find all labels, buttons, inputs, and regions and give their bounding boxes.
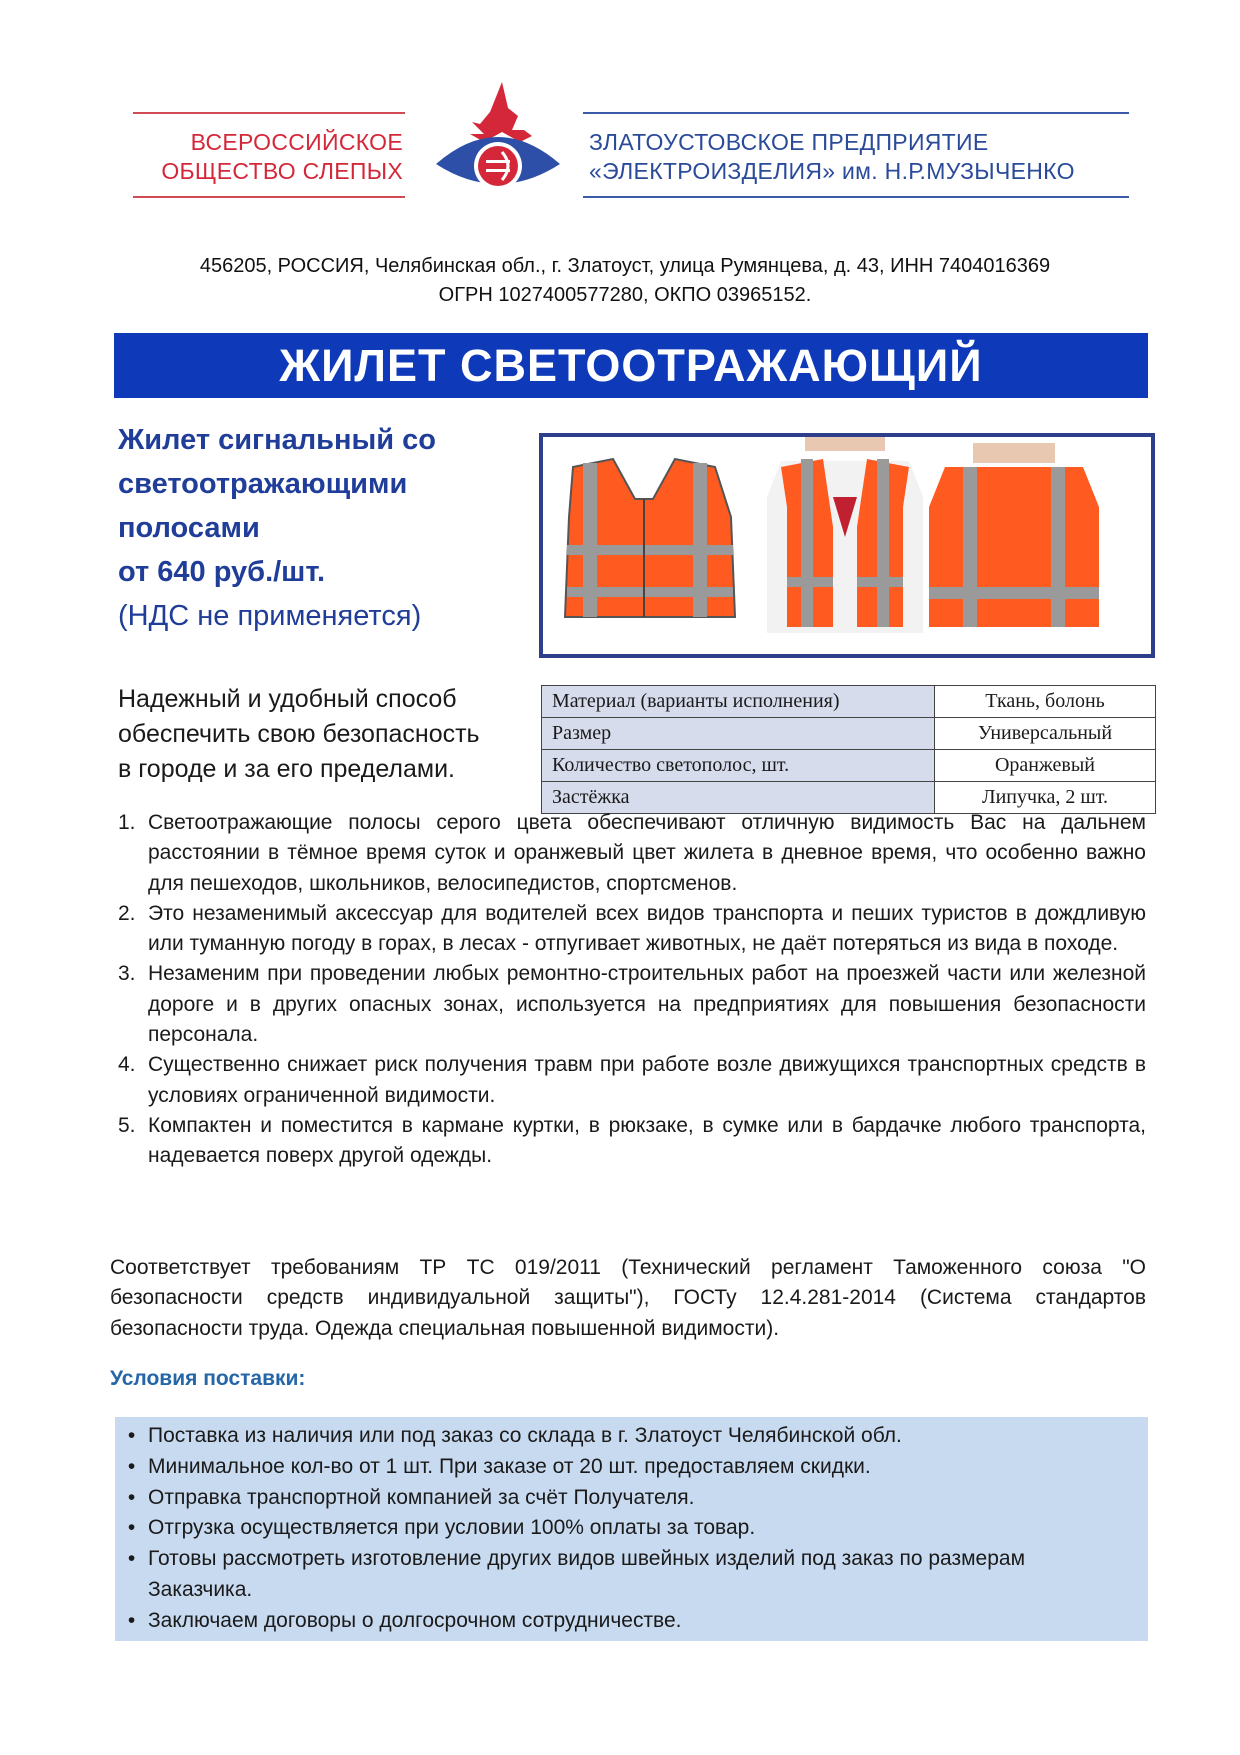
spec-value: Липучка, 2 шт. xyxy=(935,782,1156,814)
address-line-2: ОГРН 1027400577280, ОКПО 03965152. xyxy=(438,284,812,306)
intro-line-1: Жилет сигнальный со xyxy=(118,424,437,456)
spec-value: Оранжевый xyxy=(935,750,1156,782)
delivery-heading: Условия поставки: xyxy=(110,1367,306,1390)
left-org-line-1: ВСЕРОССИЙСКОЕ xyxy=(190,129,403,155)
title-banner xyxy=(114,333,1148,398)
item-number: 2. xyxy=(118,901,136,925)
item-text: Компактен и поместится в кармане куртки, в рюкзаке, в сумке или в бардачке любого транспорта, надевается поверх другой одежды. xyxy=(148,1113,1146,1168)
term-text: Отгрузка осуществляется при условии 100% оплаты за товар. xyxy=(148,1516,756,1540)
list-item xyxy=(118,1050,1146,1111)
list-item xyxy=(115,1606,1148,1637)
list-item xyxy=(115,1513,1148,1544)
right-rule-bottom xyxy=(583,196,1129,198)
list-item xyxy=(118,1111,1146,1172)
spec-table xyxy=(541,685,1156,814)
table-row xyxy=(542,750,1156,782)
item-number: 3. xyxy=(118,962,136,986)
item-number: 1. xyxy=(118,811,136,834)
description-line-1: Надежный и удобный способ xyxy=(118,685,457,713)
description-line-2: обеспечить свою безопасность xyxy=(118,720,480,748)
vat-note: (НДС не применяется) xyxy=(118,600,422,632)
page-title: ЖИЛЕТ СВЕТООТРАЖАЮЩИЙ xyxy=(279,340,983,391)
pegasus-icon xyxy=(470,82,532,142)
bullet-icon: • xyxy=(127,1516,136,1540)
item-text: Существенно снижает риск получения травм при работе возле движущихся транспортных средств в условиях ограниченной видимости. xyxy=(148,1053,1146,1107)
right-org-line-1: ЗЛАТОУСТОВСКОЕ ПРЕДПРИЯТИЕ xyxy=(589,129,989,155)
bullet-icon: • xyxy=(127,1424,136,1447)
spec-key: Количество светополос, шт. xyxy=(542,750,935,782)
list-item xyxy=(115,1421,1148,1452)
list-item xyxy=(118,899,1146,960)
price-line: от 640 руб./шт. xyxy=(118,556,326,588)
vest-photo-front xyxy=(767,437,923,633)
spec-key: Материал (варианты исполнения) xyxy=(542,686,935,718)
right-organization xyxy=(583,112,1129,198)
delivery-terms xyxy=(115,1417,1148,1641)
product-photos xyxy=(539,433,1155,658)
compliance-paragraph: Соответствует требованиям ТР ТС 019/2011 (Технический регламент Таможенного союза "О безопасности средств индивидуальной защиты"), ГОСТу 12.4.281-2014 (Система стандартов безопасности труда. Одежда специальная повышенной видимости). xyxy=(110,1256,1146,1340)
features-list xyxy=(118,808,1146,1172)
list-item xyxy=(118,959,1146,1050)
intro-line-3: полосами xyxy=(118,512,260,544)
term-text: Отправка транспортной компанией за счёт Получателя. xyxy=(148,1485,695,1509)
table-row xyxy=(542,686,1156,718)
left-organization xyxy=(133,112,405,198)
list-item xyxy=(115,1452,1148,1483)
list-item xyxy=(115,1544,1148,1606)
item-number: 4. xyxy=(118,1053,136,1077)
organization-logo xyxy=(432,72,564,204)
address-line-1: 456205, РОССИЯ, Челябинская обл., г. Златоуст, улица Румянцева, д. 43, ИНН 7404016369 xyxy=(199,255,1051,277)
term-text: Минимальное кол-во от 1 шт. При заказе от 20 шт. предоставляем скидки. xyxy=(148,1454,871,1478)
vest-photo-flat xyxy=(565,459,735,617)
term-text: Готовы рассмотреть изготовление других видов швейных изделий под заказ по размерам Заказчика. xyxy=(148,1547,1026,1601)
spec-key: Размер xyxy=(542,718,935,750)
spec-value: Ткань, болонь xyxy=(935,686,1156,718)
left-org-line-2: ОБЩЕСТВО СЛЕПЫХ xyxy=(161,158,403,184)
intro-line-2: светоотражающими xyxy=(118,468,408,500)
bullet-icon: • xyxy=(127,1454,136,1478)
table-row xyxy=(542,718,1156,750)
item-number: 5. xyxy=(118,1113,136,1137)
bullet-icon: • xyxy=(127,1547,136,1571)
left-rule-bottom xyxy=(133,196,405,198)
right-org-line-2: «ЭЛЕКТРОИЗДЕЛИЯ» им. Н.Р.МУЗЫЧЕНКО xyxy=(589,158,1075,184)
spec-value: Универсальный xyxy=(935,718,1156,750)
bullet-icon: • xyxy=(127,1485,136,1509)
term-text: Заключаем договоры о долгосрочном сотрудничестве. xyxy=(148,1608,682,1632)
product-description xyxy=(118,682,538,787)
company-address xyxy=(100,252,1150,310)
item-text: Светоотражающие полосы серого цвета обеспечивают отличную видимость Вас на дальнем расстоянии в тёмное время суток и оранжевый цвет жилета в дневное время, что особенно важно для пешеходов, школьников, велосипедистов, спортсменов. xyxy=(148,811,1146,895)
term-text: Поставка из наличия или под заказ со склада в г. Златоуст Челябинской обл. xyxy=(148,1424,902,1447)
spec-key: Застёжка xyxy=(542,782,935,814)
description-line-3: в городе и за его пределами. xyxy=(118,755,455,783)
item-text: Это незаменимый аксессуар для водителей всех видов транспорта и пеших туристов в дождливую или туманную погоду в горах, в лесах - отпугивает животных, не даёт потеряться из вида в походе. xyxy=(148,901,1146,956)
list-item xyxy=(118,808,1146,899)
item-text: Незаменим при проведении любых ремонтно-строительных работ на проезжей части или железной дороге и в других опасных зонах, используется на предприятиях для повышения безопасности персонала. xyxy=(148,962,1146,1047)
bullet-icon: • xyxy=(127,1608,136,1632)
vest-photo-back xyxy=(929,443,1099,627)
product-intro xyxy=(118,418,558,594)
list-item xyxy=(115,1483,1148,1514)
